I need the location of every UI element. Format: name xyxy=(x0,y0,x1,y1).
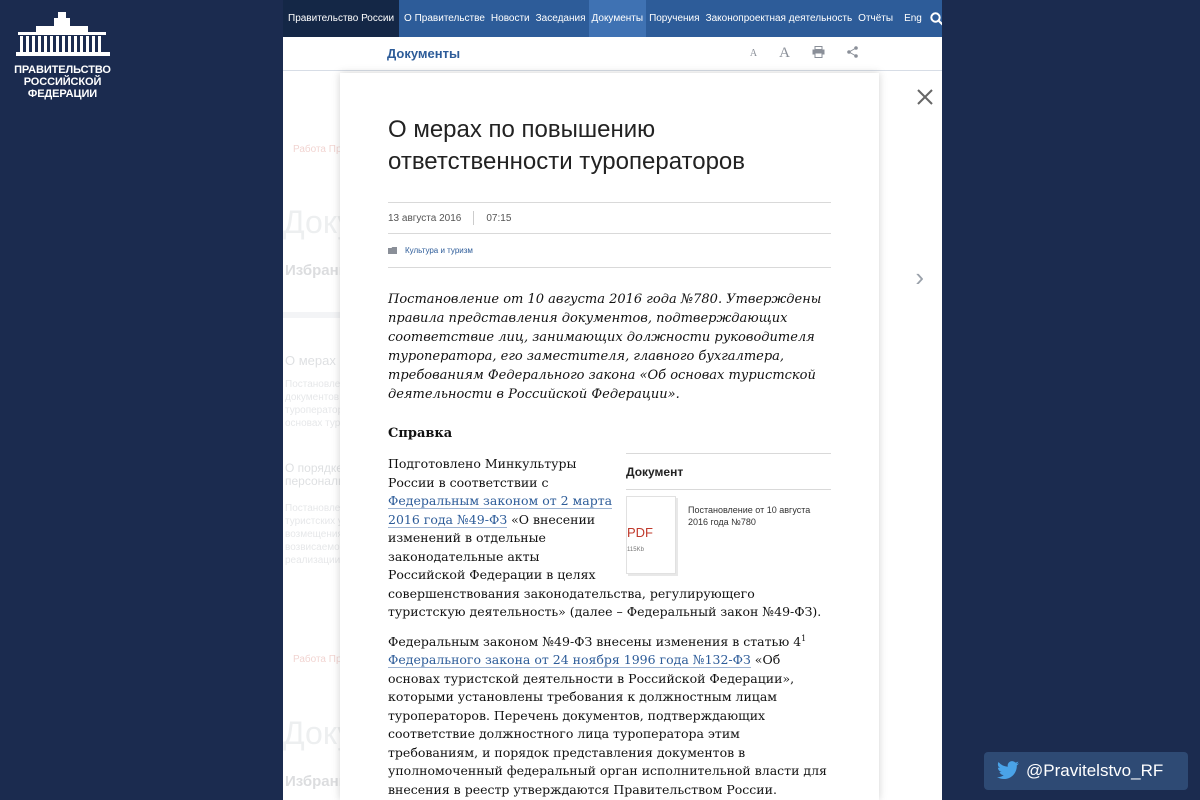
pdf-size: 115Kb xyxy=(627,547,644,553)
folder-icon xyxy=(388,247,397,254)
nav-item-documents[interactable]: Документы xyxy=(589,0,647,37)
body-paragraph xyxy=(388,630,831,800)
search-icon[interactable] xyxy=(930,0,942,37)
top-navigation xyxy=(283,0,942,37)
attached-document-heading: Документ xyxy=(626,454,831,490)
pdf-download-icon[interactable] xyxy=(626,496,676,574)
government-logo[interactable] xyxy=(10,12,115,100)
paragraph-text: «Об основах туристской деятельности в Российской Федерации», которыми установлены требования к должностным лицам туроператоров. Перечень документов, подтверждающих соответствие должностного лица туроператора этим требованиям, и порядок представления документов в уполномоченный федеральный орган исполнительной власти для внесения в реестр утверждаются Правительством России. xyxy=(388,652,827,797)
font-increase-button[interactable]: A xyxy=(779,45,790,61)
close-icon[interactable] xyxy=(916,88,934,106)
paragraph-text: «О внесении изменений в отдельные законодательные акты Российской Федерации в целях совершенствования законодательства, регулирующего туристскую деятельность» (далее – Федеральный закон №49-ФЗ). xyxy=(388,511,822,619)
paragraph-text: Подготовлено Минкультуры России в соответствии с xyxy=(388,456,577,490)
page-tools xyxy=(750,45,942,63)
nav-item-legislation[interactable]: Законопроектная деятельность xyxy=(705,13,853,24)
document-body xyxy=(388,455,831,799)
attached-document-card xyxy=(626,453,831,574)
nav-item-instructions[interactable]: Поручения xyxy=(649,13,700,24)
font-decrease-button[interactable]: A xyxy=(749,48,758,59)
superscript: 1 xyxy=(801,633,807,643)
paragraph-text: Федеральным законом №49-ФЗ внесены изменения в статью 4 xyxy=(388,633,802,649)
document-tags xyxy=(388,234,831,268)
twitter-bird-icon xyxy=(996,761,1020,781)
nav-item-about[interactable]: О Правительстве xyxy=(404,13,485,24)
language-switch[interactable]: Eng xyxy=(904,13,922,24)
document-date: 13 августа 2016 xyxy=(388,212,462,224)
document-meta xyxy=(388,202,831,234)
attached-document-link[interactable]: Постановление от 10 августа 2016 года №780 xyxy=(688,505,811,527)
document-lead: Постановление от 10 августа 2016 года №780. Утверждены правила представления документов, подтверждающих соответствие лиц, занимающих должности руководителя туроператора, его заместителя, главного бухгалтера, требованиям Федерального закона «Об основах туристской деятельности в Российской Федерации». xyxy=(388,292,822,402)
print-icon[interactable] xyxy=(812,45,825,63)
federal-law-49-link[interactable]: Федеральным законом от 2 марта 2016 года №49-ФЗ xyxy=(388,493,613,527)
section-bar xyxy=(283,37,942,71)
pdf-label: PDF xyxy=(627,525,653,540)
nav-item-meetings[interactable]: Заседания xyxy=(535,13,586,24)
section-title[interactable]: Документы xyxy=(387,46,461,61)
nav-brand[interactable]: Правительство России xyxy=(283,0,399,37)
nav-item-reports[interactable]: Отчёты xyxy=(858,13,894,24)
logo-text: ПРАВИТЕЛЬСТВО РОССИЙСКОЙ ФЕДЕРАЦИИ xyxy=(14,64,111,100)
meta-separator xyxy=(473,211,474,225)
twitter-badge[interactable] xyxy=(984,752,1188,790)
government-building-icon xyxy=(14,12,112,60)
share-icon[interactable] xyxy=(847,45,858,63)
reference-heading: Справка xyxy=(388,426,453,441)
chevron-right-icon: › xyxy=(915,262,924,292)
nav-item-news[interactable]: Новости xyxy=(490,13,530,24)
document-title: О мерах по повышению ответственности туроператоров xyxy=(388,116,746,175)
federal-law-132-link[interactable]: Федерального закона от 24 ноября 1996 года №132-ФЗ xyxy=(388,652,751,668)
document-modal xyxy=(340,73,879,800)
document-time: 07:15 xyxy=(486,212,512,224)
tag-culture-tourism[interactable]: Культура и туризм xyxy=(405,246,473,255)
twitter-handle: @Pravitelstvo_RF xyxy=(1026,761,1164,780)
